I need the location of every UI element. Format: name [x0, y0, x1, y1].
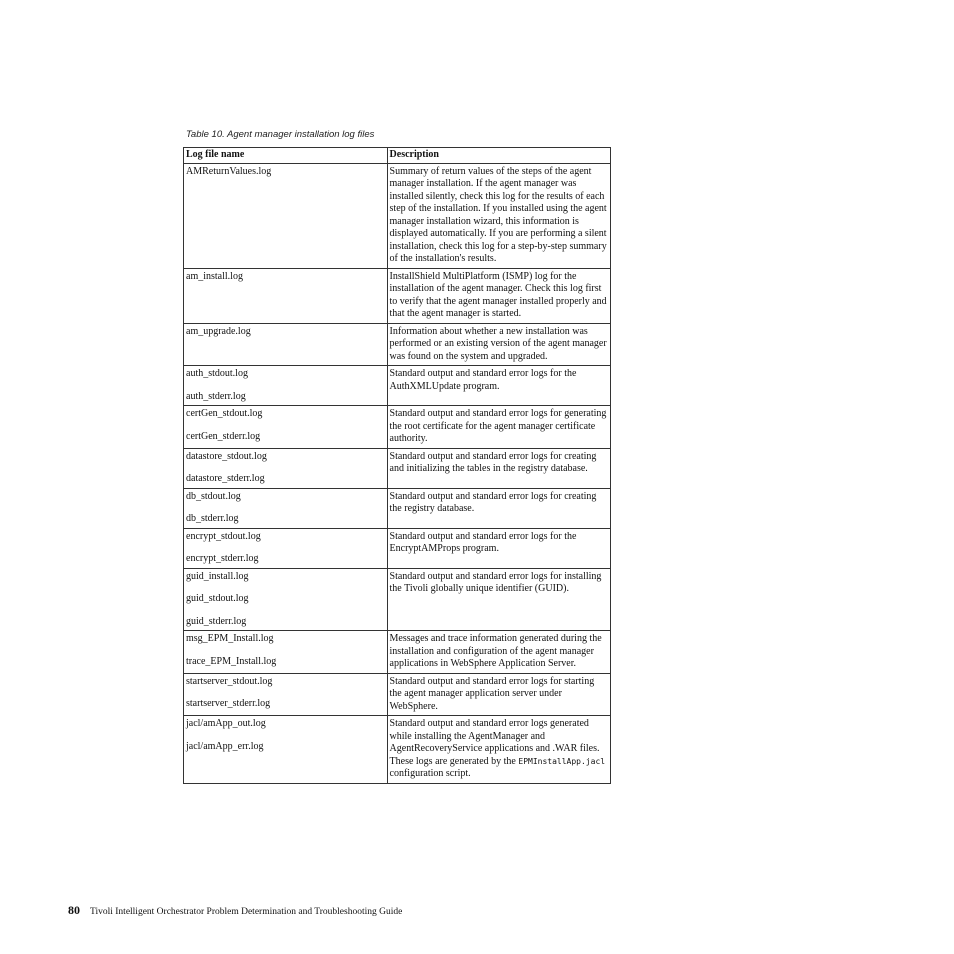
- description-cell: [387, 366, 610, 406]
- log-file-name: encrypt_stderr.log: [186, 553, 259, 564]
- log-file-cell: [184, 673, 388, 716]
- log-files-table: [183, 147, 611, 784]
- description-text: Standard output and standard error logs for generating the root certificate for the agent manager certificate authority.: [389, 408, 607, 444]
- description-cell: [387, 163, 610, 268]
- description-tail: configuration script.: [389, 768, 471, 779]
- description-cell: [387, 323, 610, 366]
- description-cell: [387, 406, 610, 449]
- log-file-name: datastore_stdout.log: [186, 450, 267, 462]
- description-text: Information about whether a new installation was performed or an existing version of the agent manager was found on the system and upgraded.: [389, 325, 607, 362]
- page-footer: [68, 903, 402, 918]
- log-file-name: jacl/amApp_out.log: [186, 718, 266, 729]
- header-description: Description: [387, 148, 610, 164]
- log-file-name: trace_EPM_Install.log: [186, 655, 277, 667]
- book-title: Tivoli Intelligent Orchestrator Problem Determination and Troubleshooting Guide: [90, 907, 403, 917]
- log-file-name: datastore_stderr.log: [186, 473, 265, 484]
- description-cell: [387, 716, 610, 784]
- table-row: [184, 673, 611, 716]
- description-text: Standard output and standard error logs for creating the registry database.: [389, 490, 597, 514]
- description-cell: [387, 673, 610, 716]
- description-text: Summary of return values of the steps of the agent manager installation. If the agent manager was installed silently, check this log for the results of each step of the installation. If you installed using the agent manager installation wizard, this information is displayed automatically. If you are performing a silent installation, check this log for a step-by-step summary of the installation's results.: [389, 165, 607, 264]
- description-cell: [387, 268, 610, 323]
- log-file-name: am_install.log: [186, 270, 243, 282]
- table-header-row: [184, 148, 611, 164]
- description-text: Standard output and standard error logs for creating and initializing the tables in the registry database.: [389, 450, 597, 474]
- log-file-cell: [184, 323, 388, 366]
- table-row: [184, 406, 611, 449]
- log-file-name: encrypt_stdout.log: [186, 530, 261, 542]
- log-file-cell: [184, 488, 388, 528]
- description-cell: [387, 448, 610, 488]
- log-file-name: auth_stderr.log: [186, 390, 246, 402]
- table-row: [184, 366, 611, 406]
- table-row: [184, 528, 611, 568]
- description-cell: [387, 631, 610, 674]
- script-name: EPMInstallApp.jacl: [518, 756, 606, 766]
- header-log-file-name: Log file name: [184, 148, 388, 164]
- log-file-name: certGen_stdout.log: [186, 408, 263, 419]
- log-file-cell: [184, 716, 388, 784]
- description-text: Standard output and standard error logs for installing the Tivoli globally unique identifier (GUID).: [389, 570, 602, 594]
- log-file-name: guid_stderr.log: [186, 615, 247, 627]
- log-file-name: db_stdout.log: [186, 490, 241, 502]
- log-file-name: db_stderr.log: [186, 513, 239, 524]
- log-file-name: guid_install.log: [186, 570, 249, 582]
- log-file-cell: [184, 268, 388, 323]
- description-text: InstallShield MultiPlatform (ISMP) log for the installation of the agent manager. Check this log first to verify that the agent manager installed properly and that the agent manager is started.: [389, 270, 607, 319]
- description-text: Standard output and standard error logs for the AuthXMLUpdate program.: [389, 368, 577, 392]
- log-file-cell: [184, 448, 388, 488]
- page-number: 80: [68, 903, 80, 917]
- log-file-name: msg_EPM_Install.log: [186, 633, 274, 644]
- log-file-name: startserver_stdout.log: [186, 675, 273, 687]
- log-file-cell: [184, 631, 388, 674]
- description-cell: [387, 568, 610, 631]
- log-file-cell: [184, 163, 388, 268]
- log-file-name: startserver_stderr.log: [186, 698, 271, 709]
- table-caption: Table 10. Agent manager installation log files: [186, 129, 375, 140]
- log-file-name: jacl/amApp_err.log: [186, 740, 264, 752]
- description-text: Standard output and standard error logs for the EncryptAMProps program.: [389, 530, 577, 554]
- table-row: [184, 323, 611, 366]
- table-row: [184, 568, 611, 631]
- log-file-name: guid_stdout.log: [186, 593, 249, 604]
- log-file-cell: [184, 568, 388, 631]
- description-cell: [387, 528, 610, 568]
- description-text: Standard output and standard error logs for starting the agent manager application server under WebSphere.: [389, 675, 595, 712]
- table-row: [184, 716, 611, 784]
- log-file-cell: [184, 406, 388, 449]
- description-text: Standard output and standard error logs generated while installing the AgentManager and AgentRecoveryService applications and .WAR files. These logs are generated by the: [389, 718, 600, 767]
- description-cell: [387, 488, 610, 528]
- table-row: [184, 163, 611, 268]
- log-file-cell: [184, 366, 388, 406]
- log-file-cell: [184, 528, 388, 568]
- log-file-name: certGen_stderr.log: [186, 430, 261, 442]
- log-file-name: am_upgrade.log: [186, 325, 251, 337]
- table-row: [184, 268, 611, 323]
- table-row: [184, 488, 611, 528]
- log-file-name: auth_stdout.log: [186, 368, 248, 379]
- description-text: Messages and trace information generated during the installation and configuration of the agent manager applications in WebSphere Application Server.: [389, 633, 602, 669]
- table-row: [184, 448, 611, 488]
- table-row: [184, 631, 611, 674]
- log-file-name: AMReturnValues.log: [186, 165, 272, 177]
